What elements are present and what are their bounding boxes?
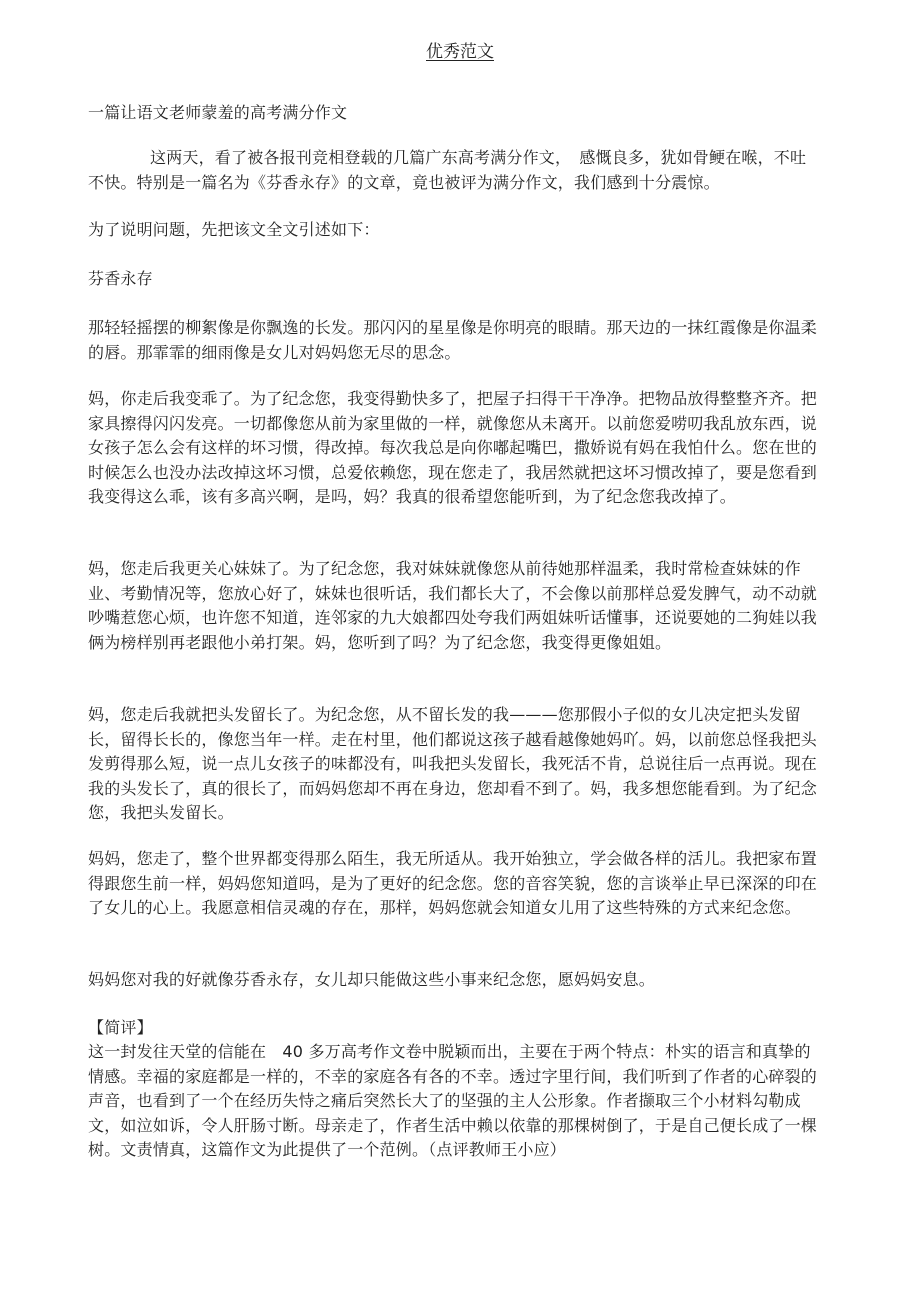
essay-title: 芬香永存 bbox=[88, 269, 153, 288]
page-header bbox=[0, 40, 920, 64]
review-text: 这一封发往天堂的信能在 40 多万高考作文卷中脱颖而出，主要在于两个特点：朴实的语言和真挚的情感。幸福的家庭都是一样的，不幸的家庭各有各的不幸。透过字里行间，我们听到了作者的心碎裂的声音，也看到了一个在经历失恃之痛后突然长大了的坚强的主人公形象。作者撷取三个小材料勾勒成文，如泣如诉，令人肝肠寸断。母亲走了，作者生活中赖以依靠的那棵树倒了，于是自己便长成了一棵树。文责情真，这篇作文为此提供了一个范例。（点评教师王小应） bbox=[88, 1042, 818, 1159]
article-title: 一篇让语文老师蒙羞的高考满分作文 bbox=[88, 103, 348, 122]
lead-in-line: 为了说明问题，先把该文全文引述如下： bbox=[88, 220, 380, 239]
essay-paragraph: 妈，你走后我变乖了。为了纪念您，我变得勤快多了，把屋子扫得干干净净。把物品放得整整齐齐。把家具擦得闪闪发亮。一切都像您从前为家里做的一样，就像您从未离开。以前您爱唠叨我乱放东西，说女孩子怎么会有这样的坏习惯，得改掉。每次我总是向你嘟起嘴巴，撒娇说有妈在我怕什么。您在世的时候怎么也没办法改掉这坏习惯，总爱依赖您，现在您走了，我居然就把这坏习惯改掉了，要是您看到我变得这么乖，该有多高兴啊，是吗，妈？我真的很希望您能听到，为了纪念您我改掉了。 bbox=[88, 389, 818, 506]
essay-paragraph: 妈妈，您走了，整个世界都变得那么陌生，我无所适从。我开始独立，学会做各样的活儿。我把家布置得跟您生前一样，妈妈您知道吗，是为了更好的纪念您。您的音容笑貌，您的言谈举止早已深深的印在了女儿的心上。我愿意相信灵魂的存在，那样，妈妈您就会知道女儿用了这些特殊的方式来纪念您。 bbox=[88, 849, 818, 917]
essay-paragraph: 妈妈您对我的好就像芬香永存，女儿却只能做这些小事来纪念您，愿妈妈安息。 bbox=[88, 970, 656, 989]
intro-paragraph: 这两天，看了被各报刊竞相登载的几篇广东高考满分作文， 感慨良多，犹如骨鲠在喉，不吐不快。特别是一篇名为《芬香永存》的文章，竟也被评为满分作文，我们感到十分震惊。 bbox=[88, 148, 807, 192]
essay-paragraph: 妈，您走后我更关心妹妹了。为了纪念您，我对妹妹就像您从前待她那样温柔，我时常检查妹妹的作业、考勤情况等，您放心好了，妹妹也很听话，我们都长大了，不会像以前那样总爱发脾气，动不动就吵嘴惹您心烦，也许您不知道，连邻家的九大娘都四处夸我们两姐妹听话懂事，还说要她的二狗娃以我俩为榜样别再老跟他小弟打架。妈，您听到了吗？为了纪念您，我变得更像姐姐。 bbox=[88, 559, 818, 652]
essay-paragraph: 那轻轻摇摆的柳絮像是你飘逸的长发。那闪闪的星星像是你明亮的眼睛。那天边的一抹红霞像是你温柔的唇。那霏霏的细雨像是女儿对妈妈您无尽的思念。 bbox=[88, 318, 818, 362]
header-label: 优秀范文 bbox=[426, 42, 494, 62]
essay-paragraph: 妈，您走后我就把头发留长了。为纪念您，从不留长发的我———您那假小子似的女儿决定把头发留长，留得长长的，像您当年一样。走在村里，他们都说这孩子越看越像她妈吖。妈，以前您总怪我把头发剪得那么短，说一点儿女孩子的味都没有，叫我把头发留长，我死活不肯，总说往后一点再说。现在我的头发长了，真的很长了，而妈妈您却不再在身边，您却看不到了。妈，我多想您能看到。为了纪念您，我把头发留长。 bbox=[88, 705, 818, 822]
review-label: 【简评】 bbox=[88, 1018, 153, 1037]
